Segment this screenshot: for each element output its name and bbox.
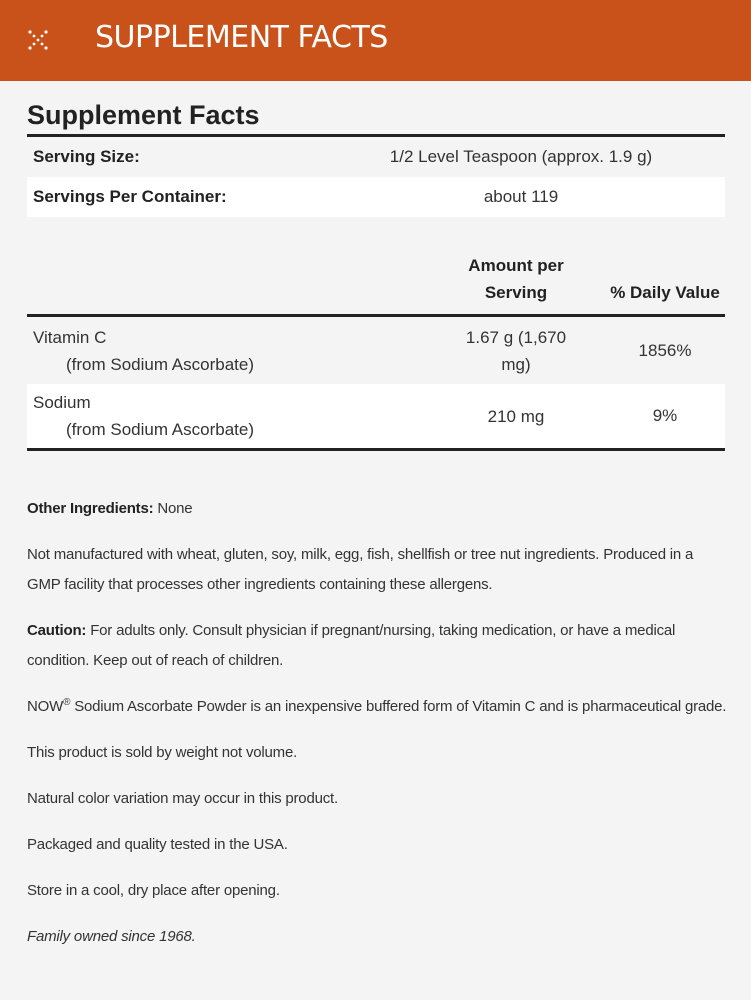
column-header-row	[27, 247, 725, 317]
nutrient-source: (from Sodium Ascorbate)	[66, 354, 255, 374]
nutrient-source: (from Sodium Ascorbate)	[66, 420, 255, 439]
amount-column-header	[427, 252, 605, 306]
section-header	[0, 0, 751, 81]
supplement-facts-panel	[27, 95, 725, 451]
caution-statement: Caution: For adults only. Consult physician if pregnant/nursing, taking medication, or have a medical condition. Keep out of reach of children.	[27, 622, 676, 669]
product-notes	[27, 494, 727, 968]
section-title: SUPPLEMENT FACTS	[95, 20, 388, 55]
sparkle-x-icon	[27, 29, 49, 51]
packaged-note: Packaged and quality tested in the USA.	[27, 836, 288, 853]
nutrient-daily-value: 1856%	[638, 340, 692, 360]
nutrient-name: Vitamin C	[33, 327, 107, 347]
family-owned-note: Family owned since 1968.	[27, 928, 196, 945]
color-note: Natural color variation may occur in this product.	[27, 790, 338, 807]
amount-header-line2: Serving	[484, 283, 548, 302]
nutrient-amount: 210 mg	[487, 406, 545, 426]
nutrient-daily-value: 9%	[652, 406, 678, 425]
nutrient-row	[27, 317, 725, 384]
serving-size-row	[27, 137, 725, 177]
serving-size-value: 1/2 Level Teaspoon (approx. 1.9 g)	[389, 147, 653, 166]
facts-title: Supplement Facts	[27, 95, 725, 137]
allergen-statement: Not manufactured with wheat, gluten, soy, milk, egg, fish, shellfish or tree nut ingredients. Produced in a GMP facility that processes other ingredients containing these allergens.	[27, 546, 694, 593]
spacer	[27, 217, 725, 247]
nutrient-amount: 1.67 g (1,670 mg)	[465, 327, 567, 374]
servings-label: Servings Per Container:	[33, 187, 227, 206]
other-ingredients: Other Ingredients: None	[27, 500, 193, 517]
servings-per-container-row	[27, 177, 725, 217]
daily-value-column-header: % Daily Value	[610, 283, 720, 302]
storage-note: Store in a cool, dry place after opening.	[27, 882, 280, 899]
nutrient-name: Sodium	[33, 393, 91, 412]
serving-size-label: Serving Size:	[33, 147, 140, 166]
product-description: NOW® Sodium Ascorbate Powder is an inexpensive buffered form of Vitamin C and is pharmaceutical grade.	[27, 697, 727, 715]
nutrient-row	[27, 384, 725, 451]
servings-value: about 119	[483, 187, 559, 206]
amount-header-line1: Amount per	[468, 256, 564, 275]
weight-note: This product is sold by weight not volume.	[27, 744, 298, 761]
